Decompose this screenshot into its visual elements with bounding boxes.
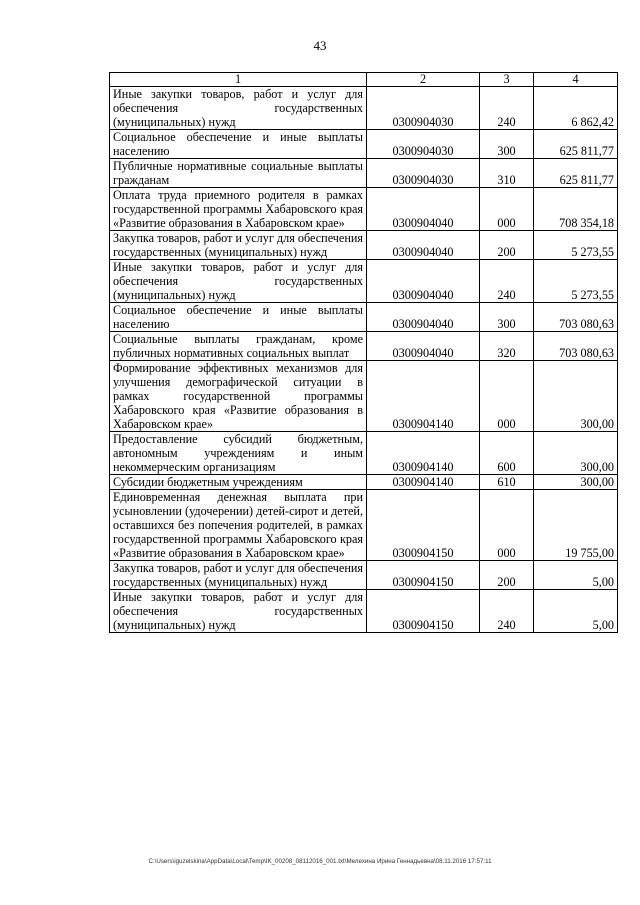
budget-table [109,72,618,633]
row-name-cell: Субсидии бюджетным учреждениям [110,475,367,490]
row-amount-cell: 625 811,77 [534,130,618,159]
row-code-cell: 0300904150 [367,490,480,561]
row-amount-cell: 708 354,18 [534,188,618,231]
table-row [110,87,618,130]
table-row [110,130,618,159]
column-header-1: 1 [110,73,367,87]
row-code-cell: 0300904140 [367,475,480,490]
table-row [110,159,618,188]
row-amount-cell: 19 755,00 [534,490,618,561]
file-path-footer: C:\Users\iguzelskina\AppData\Local\Temp\IK_00208_08112016_001.txt\Мелехина Ирина Геннадьевна\08.11.2016 17:57:11 [148,858,492,865]
row-type-cell: 240 [480,590,534,633]
row-amount-cell: 300,00 [534,432,618,475]
row-code-cell: 0300904040 [367,260,480,303]
row-code-cell: 0300904030 [367,159,480,188]
column-header-3: 3 [480,73,534,87]
row-name-cell: Иные закупки товаров, работ и услуг для обеспечения государственных (муниципальных) нужд [110,87,367,130]
row-name-cell: Социальные выплаты гражданам, кроме публичных нормативных социальных выплат [110,332,367,361]
row-amount-cell: 300,00 [534,361,618,432]
row-amount-cell: 703 080,63 [534,332,618,361]
row-code-cell: 0300904140 [367,361,480,432]
row-name-cell: Формирование эффективных механизмов для улучшения демографической ситуации в рамках государственной программы Хабаровского края «Развитие образования в Хабаровском крае» [110,361,367,432]
row-type-cell: 000 [480,490,534,561]
row-type-cell: 300 [480,130,534,159]
row-code-cell: 0300904030 [367,87,480,130]
row-name-cell: Иные закупки товаров, работ и услуг для обеспечения государственных (муниципальных) нужд [110,260,367,303]
table-row [110,332,618,361]
row-amount-cell: 300,00 [534,475,618,490]
row-type-cell: 300 [480,303,534,332]
table-row [110,432,618,475]
table-row [110,260,618,303]
row-name-cell: Оплата труда приемного родителя в рамках государственной программы Хабаровского края «Развитие образования в Хабаровском крае» [110,188,367,231]
row-amount-cell: 703 080,63 [534,303,618,332]
row-code-cell: 0300904040 [367,188,480,231]
table-row [110,303,618,332]
row-code-cell: 0300904040 [367,332,480,361]
row-type-cell: 000 [480,361,534,432]
row-code-cell: 0300904140 [367,432,480,475]
row-amount-cell: 625 811,77 [534,159,618,188]
row-type-cell: 310 [480,159,534,188]
row-amount-cell: 6 862,42 [534,87,618,130]
row-name-cell: Единовременная денежная выплата при усыновлении (удочерении) детей-сирот и детей, оставшихся без попечения родителей, в рамках государственной программы Хабаровского края «Развитие образования в Хабаровском крае» [110,490,367,561]
row-code-cell: 0300904040 [367,231,480,260]
row-type-cell: 200 [480,231,534,260]
table-row [110,361,618,432]
table-row [110,475,618,490]
row-type-cell: 600 [480,432,534,475]
table-row [110,490,618,561]
column-header-4: 4 [534,73,618,87]
row-type-cell: 240 [480,87,534,130]
row-amount-cell: 5 273,55 [534,231,618,260]
row-code-cell: 0300904030 [367,130,480,159]
table-row [110,561,618,590]
row-name-cell: Иные закупки товаров, работ и услуг для обеспечения государственных (муниципальных) нужд [110,590,367,633]
row-type-cell: 320 [480,332,534,361]
row-type-cell: 240 [480,260,534,303]
row-code-cell: 0300904040 [367,303,480,332]
page-number: 43 [313,38,327,53]
row-name-cell: Предоставление субсидий бюджетным, автономным учреждениям и иным некоммерческим организациям [110,432,367,475]
row-type-cell: 000 [480,188,534,231]
table-body [110,87,618,633]
column-header-2: 2 [367,73,480,87]
row-code-cell: 0300904150 [367,561,480,590]
table-header-row [110,73,618,87]
row-name-cell: Социальное обеспечение и иные выплаты населению [110,303,367,332]
row-type-cell: 610 [480,475,534,490]
table-row [110,231,618,260]
row-amount-cell: 5,00 [534,561,618,590]
row-name-cell: Публичные нормативные социальные выплаты гражданам [110,159,367,188]
row-name-cell: Закупка товаров, работ и услуг для обеспечения государственных (муниципальных) нужд [110,561,367,590]
table-row [110,188,618,231]
row-code-cell: 0300904150 [367,590,480,633]
row-name-cell: Закупка товаров, работ и услуг для обеспечения государственных (муниципальных) нужд [110,231,367,260]
table-row [110,590,618,633]
row-amount-cell: 5 273,55 [534,260,618,303]
row-name-cell: Социальное обеспечение и иные выплаты населению [110,130,367,159]
row-amount-cell: 5,00 [534,590,618,633]
row-type-cell: 200 [480,561,534,590]
